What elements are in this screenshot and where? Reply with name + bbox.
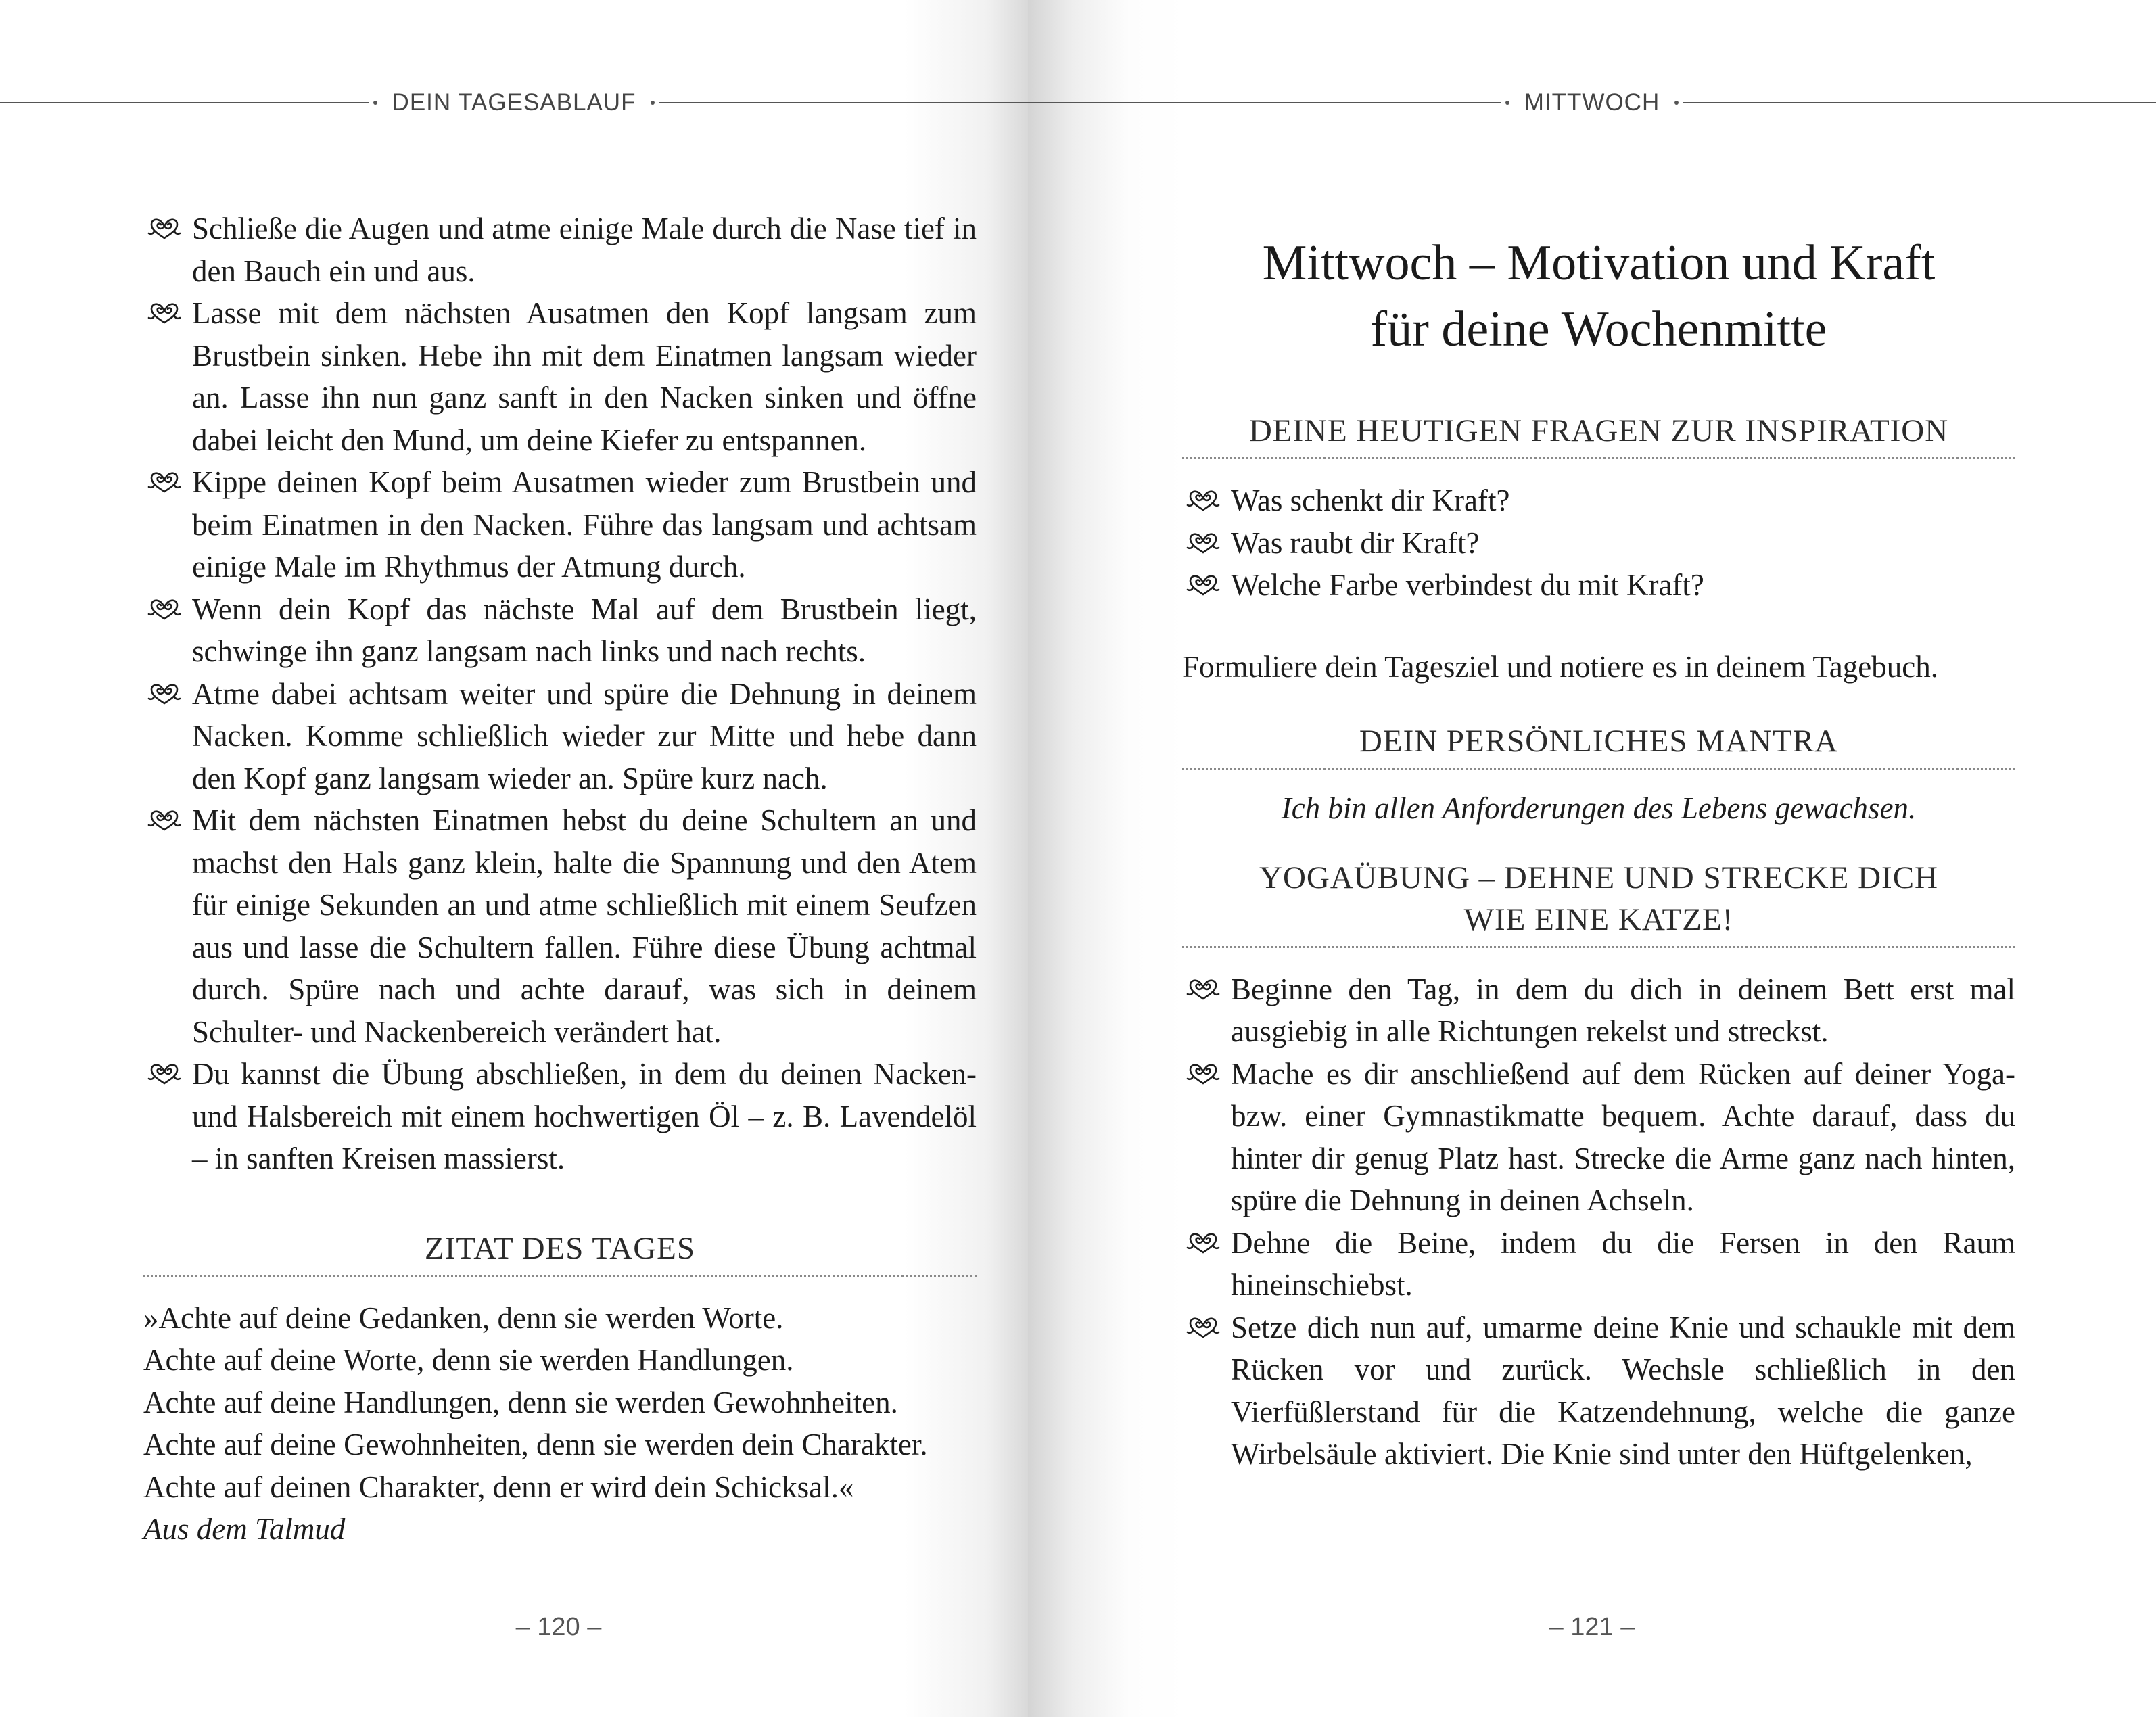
ornament-heart-icon <box>147 302 181 325</box>
header-dot <box>1674 101 1679 105</box>
ornament-heart-icon <box>147 217 181 240</box>
quote-heading: ZITAT DES TAGES <box>143 1227 977 1277</box>
header-dot <box>651 101 655 105</box>
header-rule-right <box>659 102 1028 103</box>
list-item: Lasse mit dem nächsten Ausatmen den Kopf langsam zum Brustbein sinken. Hebe ihn mit dem Einatmen langsam wieder an. Lasse ihn nun ganz sanft in den Nacken sinken und öffne dabei leicht den Mund, um deine Kiefer zu entspannen. <box>143 292 977 461</box>
ornament-heart-icon <box>1186 1316 1220 1339</box>
list-item: Wenn dein Kopf das nächste Mal auf dem Brustbein liegt, schwinge ihn ganz langsam nach links und nach rechts. <box>143 588 977 673</box>
running-head-label: MITTWOCH <box>1524 89 1660 116</box>
list-item: Mache es dir anschließend auf dem Rücken auf deiner Yoga- bzw. einer Gymnastikmatte bequem. Achte darauf, dass du hinter dir genug Platz hast. Strecke die Arme ganz nach hinten, spüre die Dehnung in deinen Achseln. <box>1182 1053 2015 1222</box>
quote-line: »Achte auf deine Gedanken, denn sie werden Worte. <box>143 1300 784 1335</box>
ornament-heart-icon <box>147 682 181 705</box>
mantra-heading: DEIN PERSÖNLICHES MANTRA <box>1182 720 2015 770</box>
yoga-heading-line: YOGAÜBUNG – DEHNE UND STRECKE DICH <box>1259 860 1938 895</box>
quote-block <box>143 1297 977 1551</box>
quote-source: Aus dem Talmud <box>143 1512 346 1546</box>
questions-list <box>1182 479 2015 607</box>
running-head-label: DEIN TAGESABLAUF <box>392 89 636 116</box>
ornament-heart-icon <box>1186 978 1220 1001</box>
ornament-heart-icon <box>1186 489 1220 512</box>
list-item: Welche Farbe verbindest du mit Kraft? <box>1182 564 2015 607</box>
header-rule-left <box>0 102 369 103</box>
right-text-column <box>1182 230 2015 1476</box>
yoga-heading-line: WIE EINE KATZE! <box>1463 901 1734 937</box>
ornament-heart-icon <box>1186 1231 1220 1254</box>
header-rule-right <box>1683 102 2156 103</box>
quote-line: Achte auf deine Handlungen, denn sie werden Gewohnheiten. <box>143 1385 898 1419</box>
right-page <box>1028 0 2156 1717</box>
daily-goal-text: Formuliere dein Tagesziel und notiere es in deinem Tagebuch. <box>1182 649 1938 684</box>
ornament-heart-icon <box>1186 573 1220 596</box>
yoga-steps-list <box>1182 968 2015 1476</box>
yoga-heading <box>1182 857 2015 948</box>
chapter-title-line: für deine Wochenmitte <box>1370 302 1827 357</box>
list-item: Setze dich nun auf, umarme deine Knie und schaukle mit dem Rücken vor und zurück. Wechsle schließlich in den Vierfüßlerstand für die Katzendehnung, welche die ganze Wirbelsäule aktiviert. Die Knie sind unter den Hüftgelenken, <box>1182 1307 2015 1476</box>
right-running-head <box>1028 84 2156 122</box>
ornament-heart-icon <box>1186 532 1220 555</box>
ornament-heart-icon <box>147 471 181 494</box>
page-number: – 121 – <box>1549 1613 1635 1641</box>
ornament-heart-icon <box>147 1062 181 1085</box>
mantra-text: Ich bin allen Anforderungen des Lebens gewachsen. <box>1281 791 1917 825</box>
list-item: Kippe deinen Kopf beim Ausatmen wieder zum Brustbein und beim Einatmen in den Nacken. Führe das langsam und achtsam einige Male im Rhythmus der Atmung durch. <box>143 461 977 588</box>
list-item: Schließe die Augen und atme einige Male durch die Nase tief in den Bauch ein und aus. <box>143 208 977 292</box>
questions-heading: DEINE HEUTIGEN FRAGEN ZUR INSPIRATION <box>1182 410 2015 459</box>
header-dot <box>1505 101 1509 105</box>
list-item: Was schenkt dir Kraft? <box>1182 479 2015 522</box>
chapter-title <box>1182 230 2015 362</box>
list-item: Atme dabei achtsam weiter und spüre die Dehnung in deinem Nacken. Komme schließlich wieder zur Mitte und hebe dann den Kopf ganz langsam wieder an. Spüre kurz nach. <box>143 673 977 800</box>
list-item: Du kannst die Übung abschließen, in dem du deinen Nacken- und Halsbereich mit einem hochwertigen Öl – z. B. Lavendelöl – in sanften Kreisen massierst. <box>143 1053 977 1180</box>
list-item: Mit dem nächsten Einatmen hebst du deine Schultern an und machst den Hals ganz klein, halte die Spannung und den Atem für einige Sekunden an und atme schließlich mit einem Seufzen aus und lasse die Schultern fallen. Führe diese Übung achtmal durch. Spüre nach und achte darauf, was sich in deinem Schulter- und Nackenbereich verändert hat. <box>143 799 977 1053</box>
quote-line: Achte auf deinen Charakter, denn er wird dein Schicksal.« <box>143 1469 854 1504</box>
header-rule-left <box>1028 102 1501 103</box>
left-running-head <box>0 84 1028 122</box>
header-dot <box>373 101 377 105</box>
list-item: Was raubt dir Kraft? <box>1182 522 2015 565</box>
chapter-title-line: Mittwoch – Motivation und Kraft <box>1262 235 1936 291</box>
exercise-steps-list <box>143 208 977 1180</box>
ornament-heart-icon <box>1186 1062 1220 1085</box>
list-item: Dehne die Beine, indem du die Fersen in den Raum hineinschiebst. <box>1182 1222 2015 1307</box>
quote-line: Achte auf deine Gewohnheiten, denn sie werden dein Charakter. <box>143 1428 928 1461</box>
ornament-heart-icon <box>147 598 181 621</box>
left-page <box>0 0 1028 1717</box>
list-item: Beginne den Tag, in dem du dich in deinem Bett erst mal ausgiebig in alle Richtungen rekelst und streckst. <box>1182 968 2015 1053</box>
ornament-heart-icon <box>147 809 181 832</box>
quote-line: Achte auf deine Worte, denn sie werden Handlungen. <box>143 1343 794 1377</box>
page-number: – 120 – <box>515 1613 602 1641</box>
left-text-column <box>143 208 977 1551</box>
